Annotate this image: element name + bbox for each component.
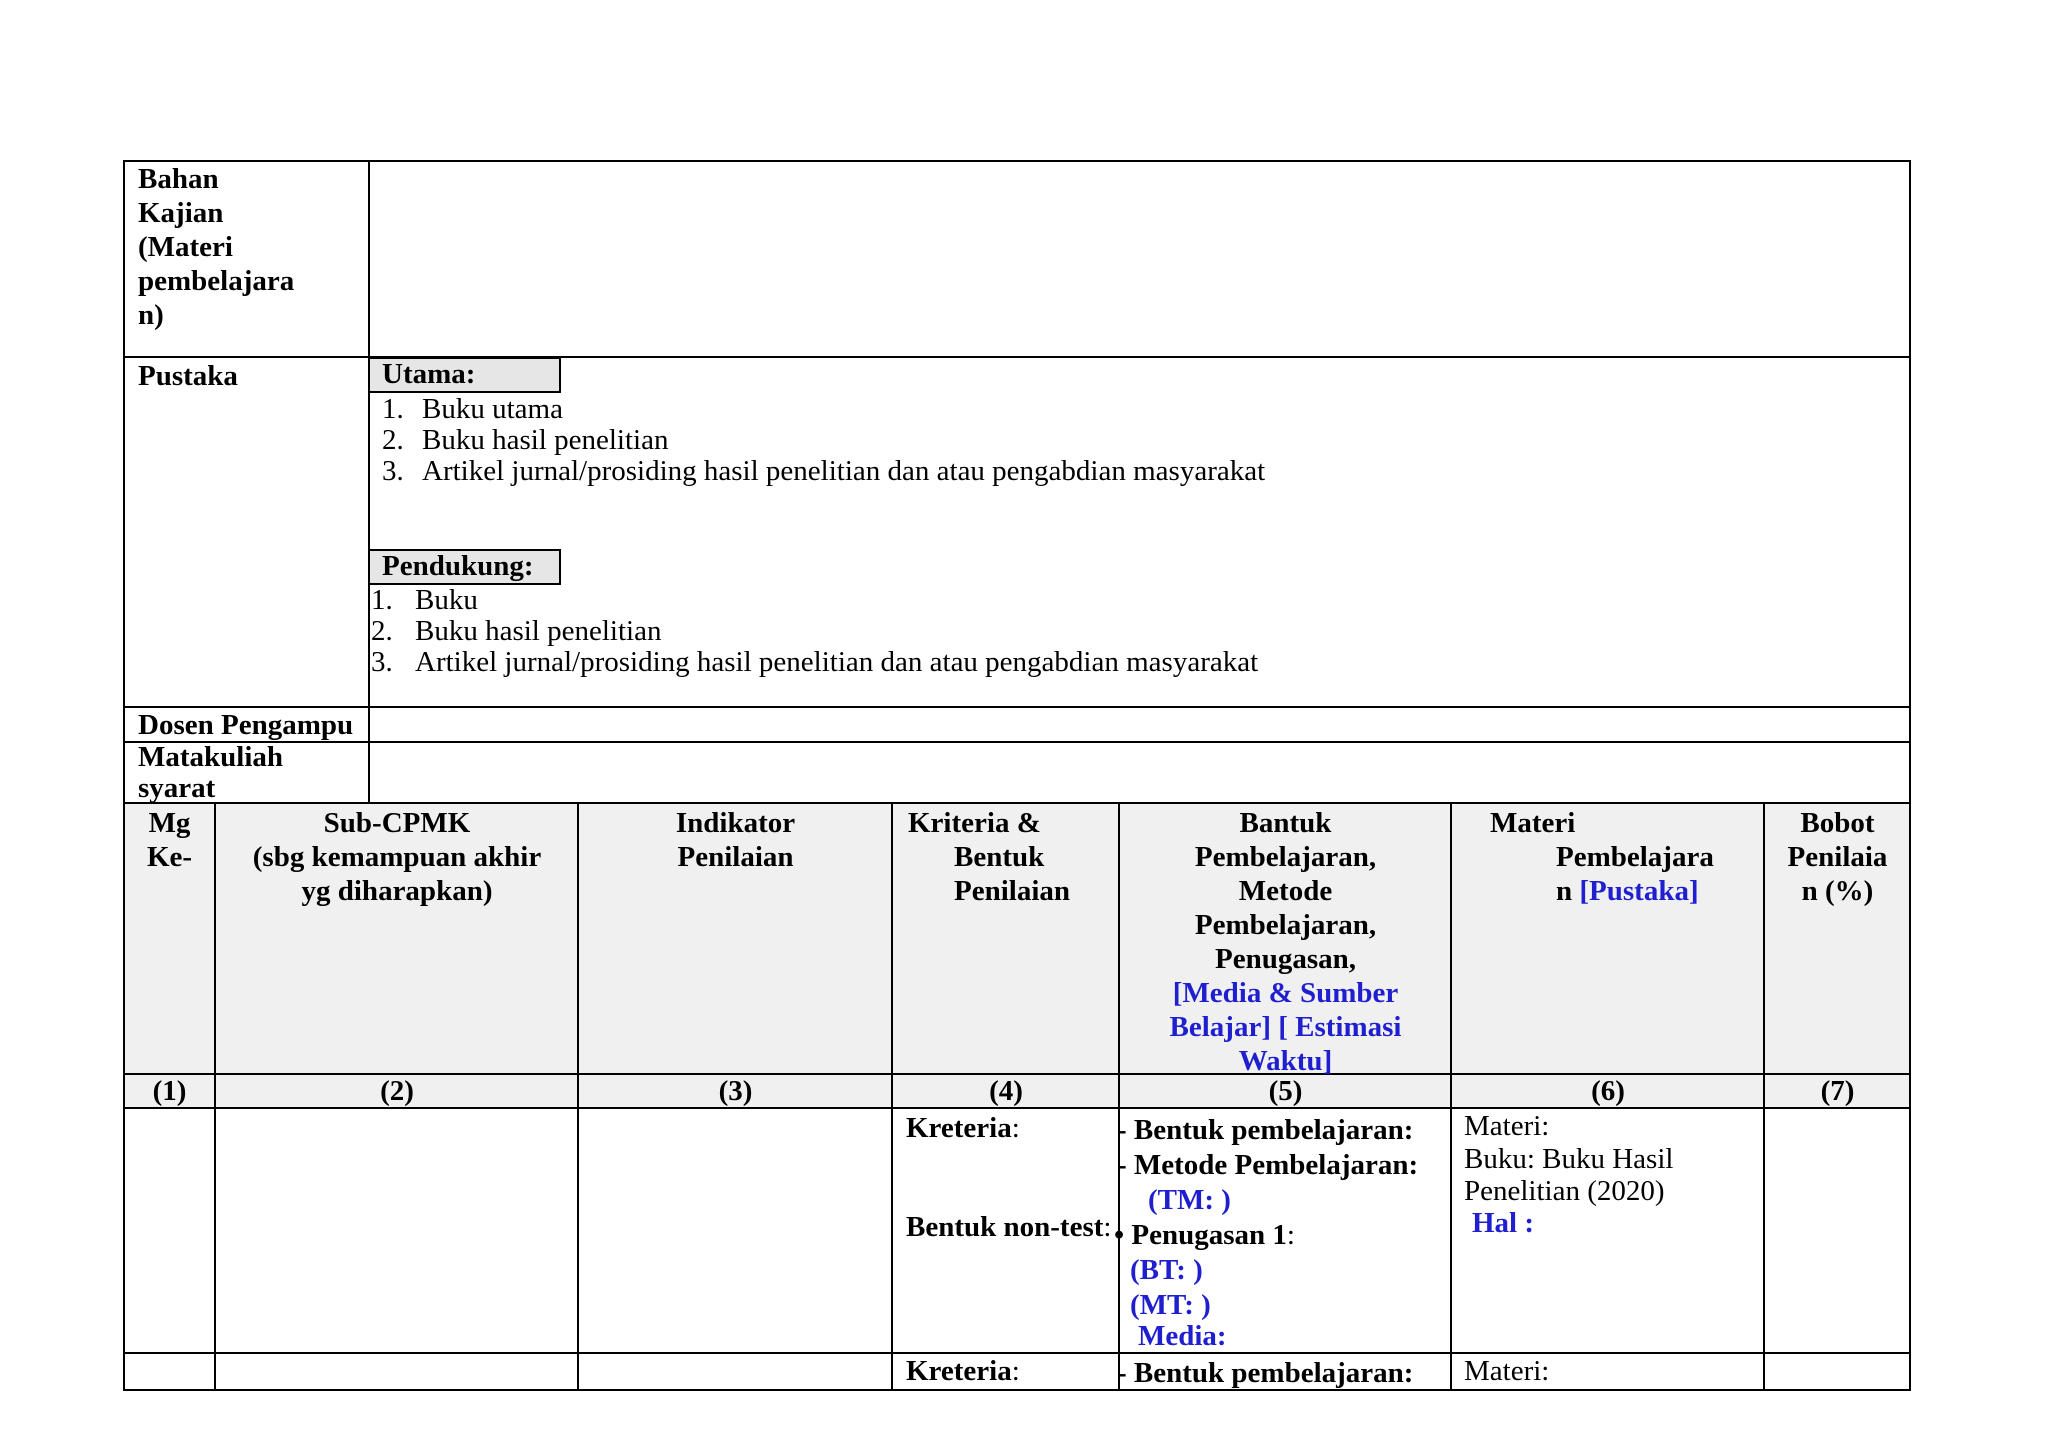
row1-metode-pembelajaran: - Metode Pembelajaran: <box>1117 1149 1419 1181</box>
header-kriteria: Kriteria & <box>908 807 1041 839</box>
row1-materi-buku-2: Penelitian (2020) <box>1464 1175 1665 1207</box>
col-number-3: (3) <box>718 1075 753 1107</box>
header-pustaka-ref: [Pustaka] <box>1579 875 1699 907</box>
header-media-3: Waktu] <box>1238 1045 1333 1077</box>
row1-kreteria: Kreteria: <box>906 1112 1020 1144</box>
list-item: 2. Buku hasil penelitian <box>382 424 669 456</box>
row2-kreteria: Kreteria: <box>906 1355 1020 1387</box>
header-bantuk-5: Penugasan, <box>1214 943 1356 975</box>
row-divider-pustaka <box>123 706 1911 708</box>
dosen-pengampu-label: Dosen Pengampu <box>138 709 354 741</box>
header-bantuk-3: Metode <box>1238 875 1333 907</box>
row1-materi-label: Materi: <box>1464 1110 1550 1142</box>
header-indikator-2: Penilaian <box>677 841 794 873</box>
header-sub-cpmk-2: (sbg kemampuan akhir <box>252 841 542 873</box>
col-number-7: (7) <box>1820 1075 1855 1107</box>
list-item: 1. Buku utama <box>382 393 563 425</box>
row1-media: Media: <box>1138 1320 1227 1352</box>
pendukung-list <box>371 585 1258 678</box>
col-number-4: (4) <box>989 1075 1023 1107</box>
matakuliah-syarat-label-2: syarat <box>138 772 216 804</box>
row1-penugasan: • Penugasan 1: <box>1114 1219 1295 1251</box>
row-divider-matakuliah <box>123 802 1911 804</box>
col-number-1: (1) <box>152 1075 187 1107</box>
header-materi-3: n [Pustaka] <box>1556 875 1699 907</box>
list-item: 2. Buku hasil penelitian <box>371 615 662 647</box>
pustaka-label: Pustaka <box>138 360 238 392</box>
header-bobot-2: Penilaia <box>1787 841 1888 873</box>
col-number-2: (2) <box>380 1075 414 1107</box>
header-sub-cpmk-3: yg diharapkan) <box>301 875 493 907</box>
bahan-kajian-label-3: (Materi <box>138 231 233 263</box>
header-mg: Mg <box>148 807 191 839</box>
header-materi-2: Pembelajara <box>1556 841 1714 873</box>
header-bantuk-2: Pembelajaran, <box>1194 841 1377 873</box>
row1-mt: (MT: ) <box>1130 1289 1211 1321</box>
header-bantuk: Bantuk <box>1239 807 1332 839</box>
utama-label: Utama: <box>368 357 561 393</box>
header-bantuk-4: Pembelajaran, <box>1194 909 1377 941</box>
list-item: 3. Artikel jurnal/prosiding hasil penelitian dan atau pengabdian masyarakat <box>371 646 1259 678</box>
header-kriteria-3: Penilaian <box>954 875 1071 907</box>
table-top-border <box>123 160 1911 162</box>
col-number-6: (6) <box>1591 1075 1625 1107</box>
list-item: 1. Buku <box>371 584 478 616</box>
row1-bt: (BT: ) <box>1130 1254 1203 1286</box>
row-divider-dosen <box>123 741 1911 743</box>
table-left-border <box>123 160 125 1391</box>
col-number-5: (5) <box>1268 1075 1303 1107</box>
bahan-kajian-label-1: Bahan <box>138 163 219 195</box>
header-kriteria-2: Bentuk <box>954 841 1045 873</box>
header-media-2: Belajar] [ Estimasi <box>1169 1011 1402 1043</box>
header-materi: Materi <box>1490 807 1576 839</box>
header-bobot-3: n (%) <box>1801 875 1874 907</box>
matakuliah-syarat-label-1: Matakuliah <box>138 741 284 773</box>
list-item: 3. Artikel jurnal/prosiding hasil penelitian dan atau pengabdian masyarakat <box>382 455 1266 487</box>
header-media-1: [Media & Sumber <box>1172 977 1399 1009</box>
table-bottom-border <box>123 1389 1911 1391</box>
row2-materi-label: Materi: <box>1464 1355 1550 1387</box>
bullet-icon: • <box>1114 1219 1125 1251</box>
header-indikator: Indikator <box>675 807 796 839</box>
bahan-kajian-label-5: n) <box>138 299 164 331</box>
utama-list <box>382 394 1265 487</box>
row1-hal: Hal : <box>1472 1207 1535 1239</box>
row1-tm: (TM: ) <box>1148 1184 1231 1216</box>
pendukung-label: Pendukung: <box>368 549 561 585</box>
header-ke: Ke- <box>146 841 193 873</box>
bahan-kajian-label-2: Kajian <box>138 197 224 229</box>
row1-bentuk-nontest: Bentuk non-test: <box>906 1211 1112 1243</box>
bahan-kajian-label-4: pembelajara <box>138 265 295 297</box>
table-right-border <box>1909 160 1911 1391</box>
row1-bentuk-pembelajaran: - Bentuk pembelajaran: <box>1117 1114 1414 1146</box>
row2-bentuk-pembelajaran: - Bentuk pembelajaran: <box>1117 1357 1414 1389</box>
header-bobot: Bobot <box>1800 807 1875 839</box>
row1-materi-buku: Buku: Buku Hasil <box>1464 1143 1674 1175</box>
header-sub-cpmk: Sub-CPMK <box>323 807 471 839</box>
